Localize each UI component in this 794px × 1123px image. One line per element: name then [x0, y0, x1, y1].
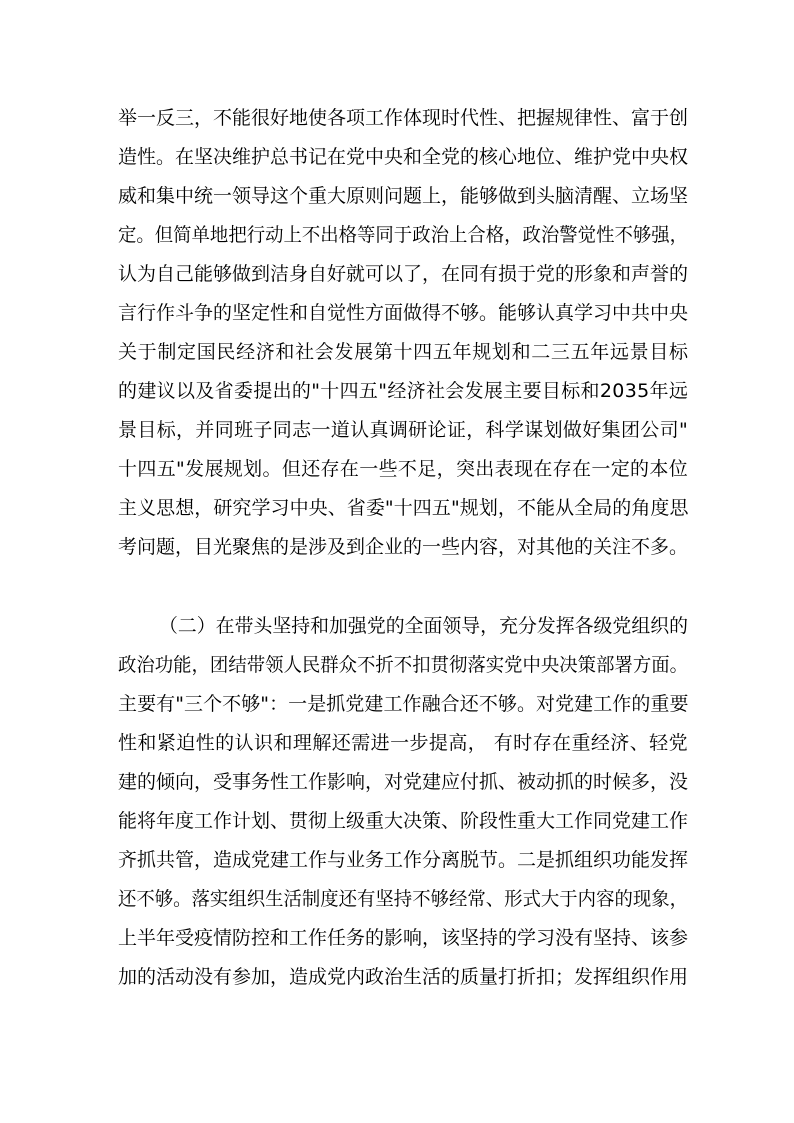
paragraph-1-line-3: 威和集中统一领导这个重大原则问题上，能够做到头脑清醒、立场坚 [118, 185, 689, 207]
paragraph-2-line-10: 加的活动没有参加，造成党内政治生活的质量打折扣；发挥组织作用 [118, 966, 689, 988]
paragraph-2-line-2: 政治功能，团结带领人民群众不折不扣贯彻落实党中央决策部署方面。 [118, 654, 689, 676]
paragraph-2-line-6: 能将年度工作计划、贯彻上级重大决策、阶段性重大工作同党建工作 [118, 810, 689, 832]
paragraph-2-line-4: 性和紧迫性的认识和理解还需进一步提高， 有时存在重经济、轻党 [118, 732, 689, 754]
paragraph-2-line-9: 上半年受疫情防控和工作任务的影响，该坚持的学习没有坚持、该参 [118, 927, 689, 949]
paragraph-1-line-12: 考问题，目光聚焦的是涉及到企业的一些内容，对其他的关注不多。 [118, 536, 689, 558]
paragraph-1-line-4: 定。但简单地把行动上不出格等同于政治上合格，政治警觉性不够强， [118, 224, 689, 246]
paragraph-1-line-5: 认为自己能够做到洁身自好就可以了，在同有损于党的形象和声誉的 [118, 263, 689, 285]
paragraph-1-line-9: 景目标，并同班子同志一道认真调研论证，科学谋划做好集团公司" [118, 419, 689, 441]
paragraph-1-line-2: 造性。在坚决维护总书记在党中央和全党的核心地位、维护党中央权 [118, 146, 689, 168]
paragraph-1-line-6: 言行作斗争的坚定性和自觉性方面做得不够。能够认真学习中共中央 [118, 302, 689, 324]
paragraph-2-line-3: 主要有"三个不够"：一是抓党建工作融合还不够。对党建工作的重要 [118, 693, 689, 715]
paragraph-2-line-8: 还不够。落实组织生活制度还有坚持不够经常、形式大于内容的现象， [118, 888, 689, 910]
paragraph-1-line-1: 举一反三，不能很好地使各项工作体现时代性、把握规律性、富于创 [118, 107, 689, 129]
paragraph-1-line-7: 关于制定国民经济和社会发展第十四五年规划和二三五年远景目标 [118, 341, 689, 363]
paragraph-1-line-10: 十四五"发展规划。但还存在一些不足，突出表现在存在一定的本位 [118, 458, 689, 480]
paragraph-1-line-11: 主义思想，研究学习中央、省委"十四五"规划，不能从全局的角度思 [118, 497, 689, 519]
paragraph-1-line-8: 的建议以及省委提出的"十四五"经济社会发展主要目标和2035年远 [118, 380, 689, 402]
paragraph-2-line-1: （二）在带头坚持和加强党的全面领导，充分发挥各级党组织的 [159, 615, 689, 637]
paragraph-2-line-5: 建的倾向，受事务性工作影响，对党建应付抓、被动抓的时候多，没 [118, 771, 689, 793]
paragraph-2-line-7: 齐抓共管，造成党建工作与业务工作分离脱节。二是抓组织功能发挥 [118, 849, 689, 871]
